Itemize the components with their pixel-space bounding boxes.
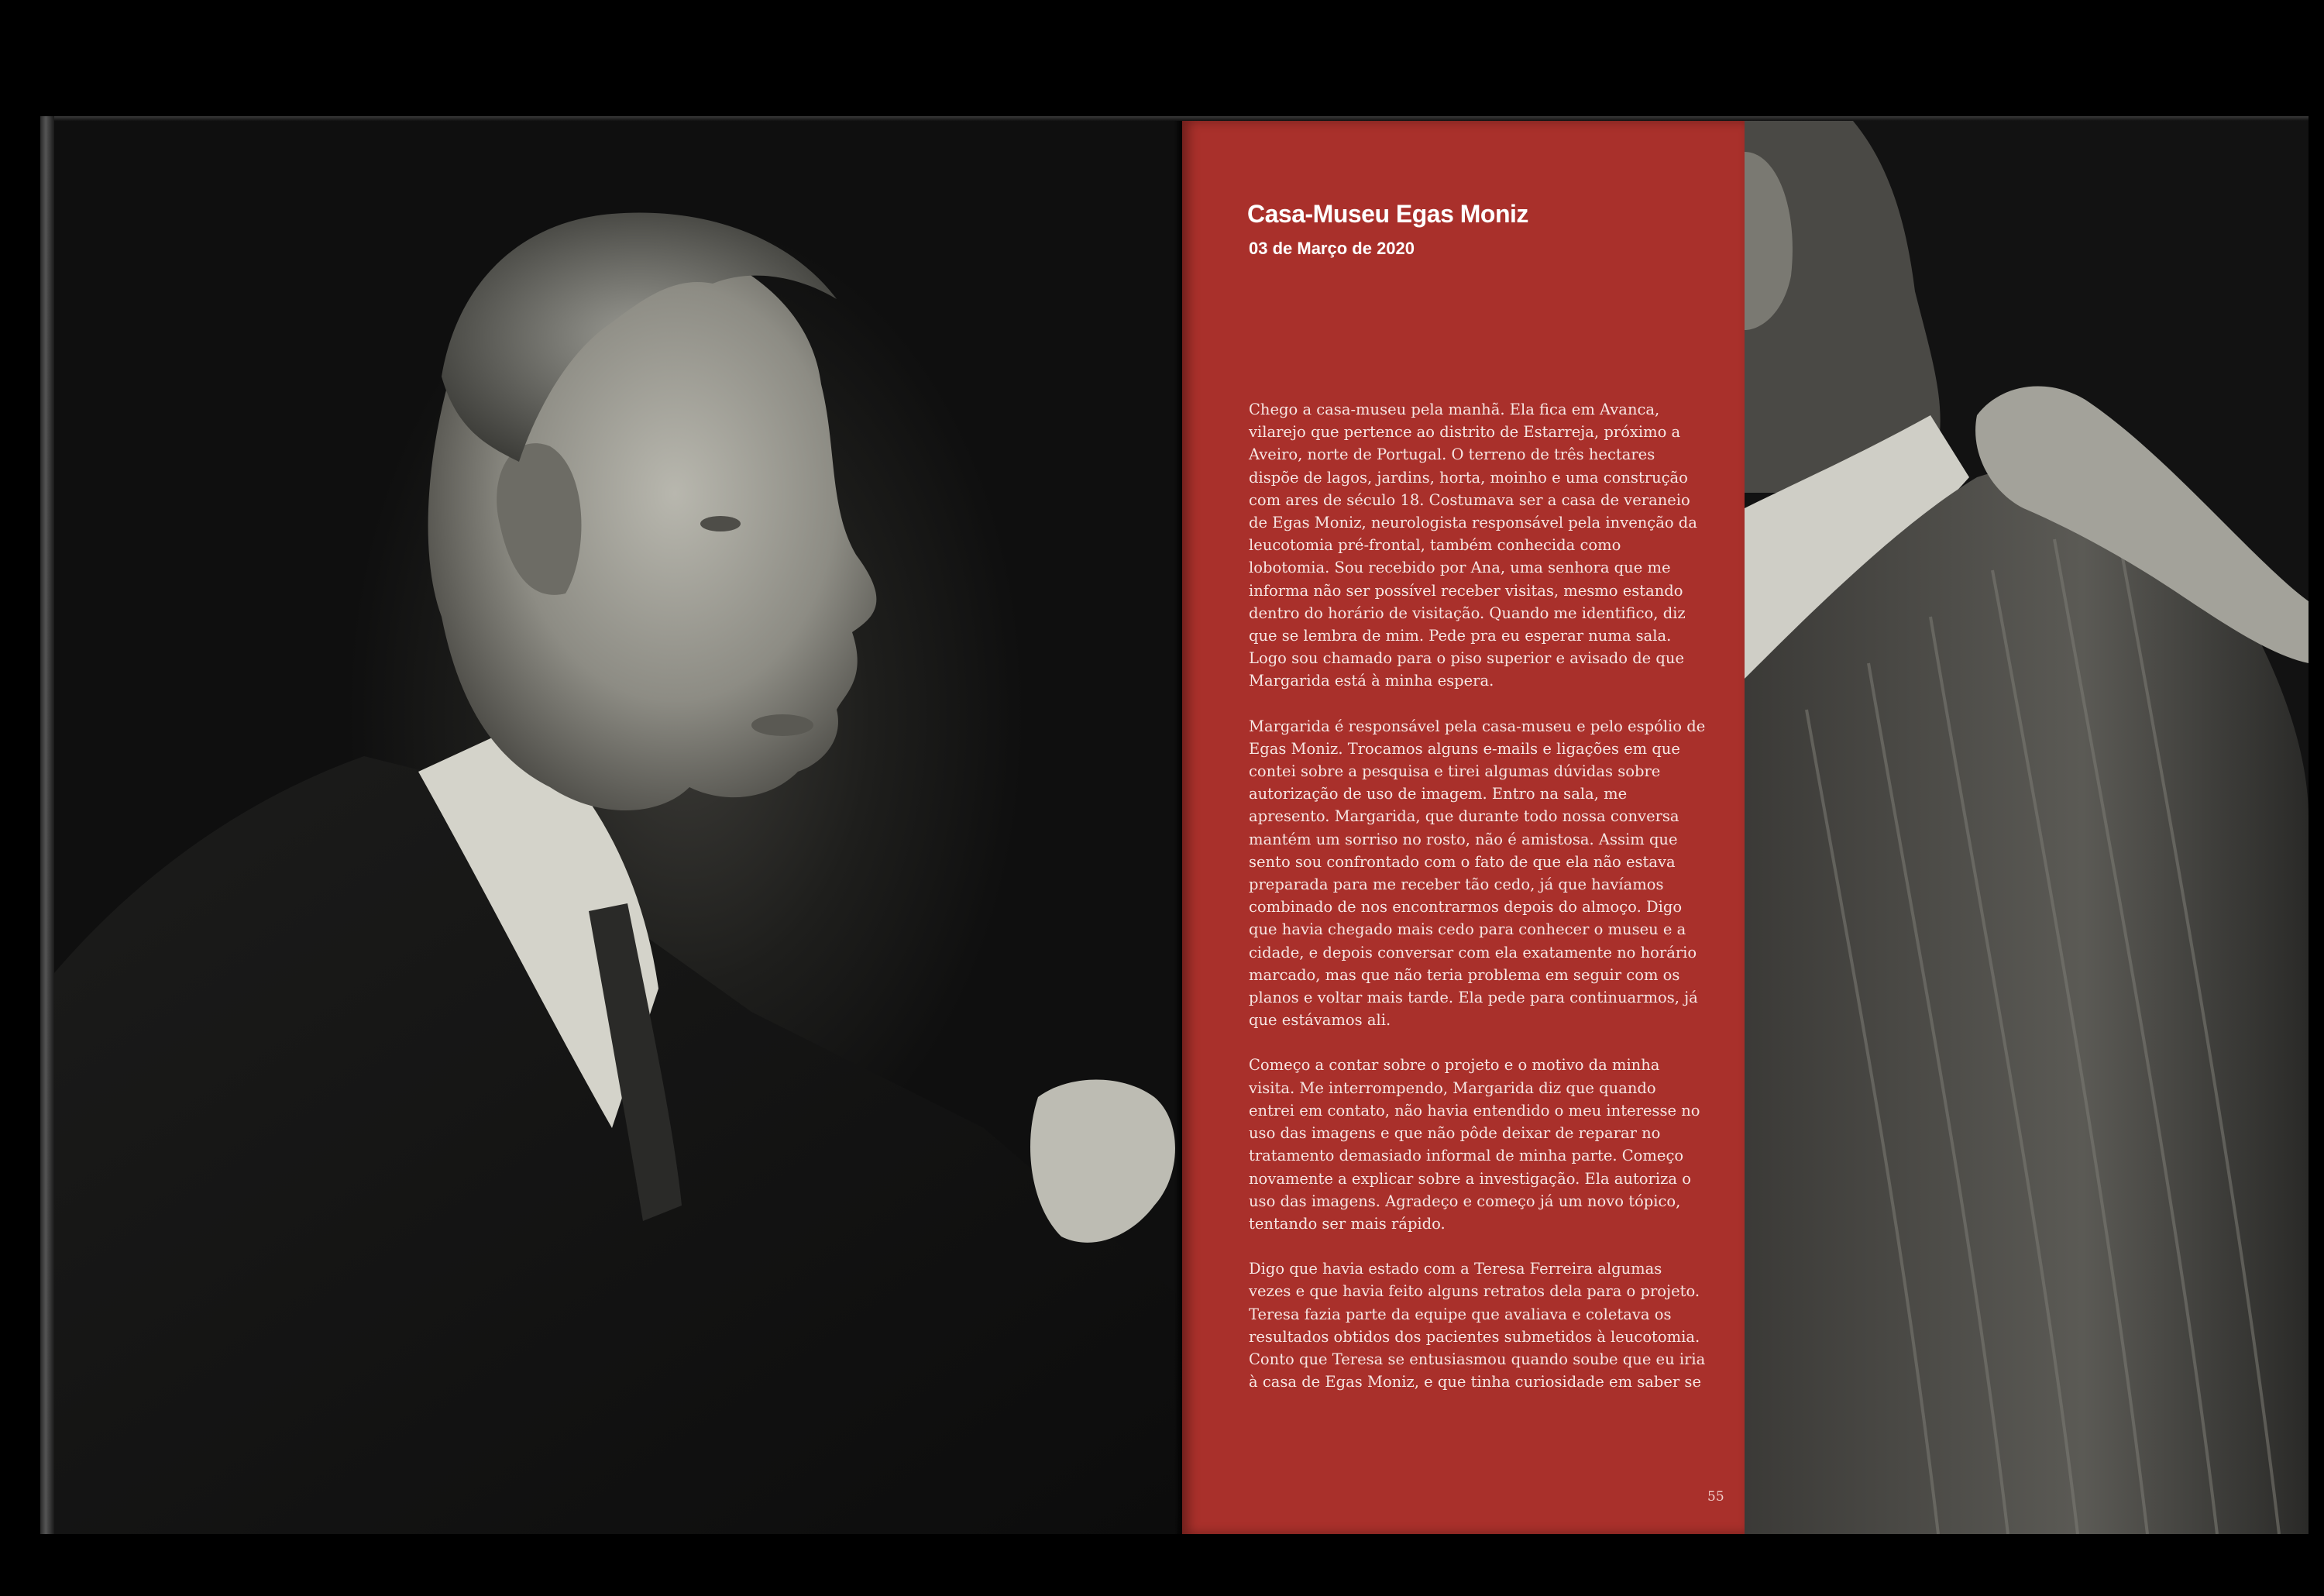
article-body [1249,398,1706,1415]
article-date: 03 de Março de 2020 [1249,239,1415,258]
book-left-edge [40,116,54,1534]
body-paragraph-2: Margarida é responsável pela casa-museu e pelo espólio de Egas Moniz. Trocamos alguns e-mails e ligações em que contei sobre a pesquisa e tirei algumas dúvidas sobre autorização de uso de imagem. Entro na sala, me apresento. Margarida, que durante todo nossa conversa mantém um sorriso no rosto, não é amistosa. Assim que sento sou confrontado com o fato de que ela não estava preparada para me receber tão cedo, já que havíamos combinado de nos encontrarmos depois do almoço. Digo que havia chegado mais cedo para conhecer o museu e a cidade, e depois conversar com ela exatamente no horário marcado, mas que não teria problema em seguir com os planos e voltar mais tarde. Ela pede para continuarmos, já que estávamos ali. [1249,717,1706,1030]
body-paragraph-3: Começo a contar sobre o projeto e o motivo da minha visita. Me interrompendo, Margarida diz que quando entrei em contato, não havia entendido o meu interesse no uso das imagens e que não pôde deixar de reparar no tratamento demasiado informal de minha parte. Começo novamente a explicar sobre a investigação. Ela autoriza o uso das imagens. Agradeço e começo já um novo tópico, tentando ser mais rápido. [1249,1056,1700,1233]
suit-shoulder-shape [1745,466,2309,1534]
page-number: 55 [1707,1489,1724,1505]
portrait-photo-right [1745,121,2309,1534]
body-paragraph-1: Chego a casa-museu pela manhã. Ela fica em Avanca, vilarejo que pertence ao distrito de Estarreja, próximo a Aveiro, norte de Portugal. O terreno de três hectares dispõe de lagos, jardins, horta, moinho e uma construção com ares de século 18. Costumava ser a casa de veraneio de Egas Moniz, neurologista responsável pela invenção da leucotomia pré-frontal, também conhecida como lobotomia. Sou recebido por Ana, uma senhora que me informa não ser possível receber visitas, mesmo estando dentro do horário de visitação. Quando me identifico, diz que se lembra de mim. Pede pra eu esperar numa sala. Logo sou chamado para o piso superior e avisado de que Margarida está à minha espera. [1249,401,1697,690]
portrait-photo-left [54,121,1182,1534]
text-panel [1182,121,1745,1534]
article-title: Casa-Museu Egas Moniz [1247,200,1528,228]
body-paragraph-4: Digo que havia estado com a Teresa Ferreira algumas vezes e que havia feito alguns retratos dela para o projeto. Teresa fazia parte da equipe que avaliava e coletava os resultados obtidos dos pacientes submetidos à leucotomia. Conto que Teresa se entusiasmou quando soube que eu iria à casa de Egas Moniz, e que tinha curiosidade em saber se [1249,1260,1706,1391]
hand-shape [1030,1080,1175,1243]
